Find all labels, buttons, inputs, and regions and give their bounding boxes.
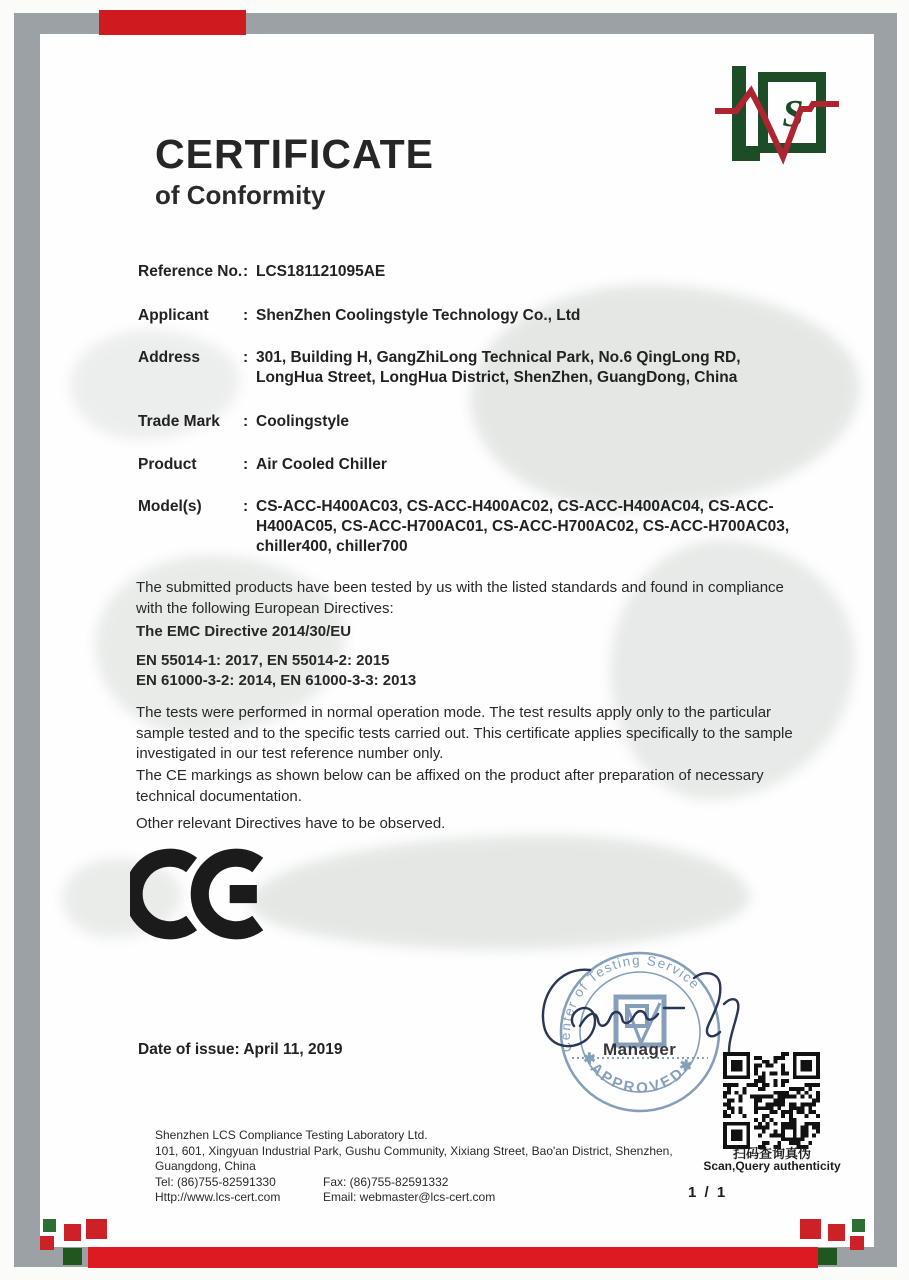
footer-line: Guangdong, China xyxy=(155,1159,256,1173)
lcs-logo-icon xyxy=(713,64,845,168)
certificate-title: CERTIFICATE xyxy=(155,131,435,177)
standards-line: EN 55014-1: 2017, EN 55014-2: 2015 xyxy=(136,652,390,669)
field-label: Reference No. xyxy=(138,263,243,280)
deco-red-square xyxy=(86,1219,107,1239)
other-note-paragraph: Other relevant Directives have to be observed. xyxy=(136,815,446,832)
emc-directive-line: The EMC Directive 2014/30/EU xyxy=(136,623,352,640)
ce-mark-icon xyxy=(130,843,275,945)
footer-web: Http://www.lcs-cert.com xyxy=(155,1190,281,1204)
deco-green-square xyxy=(818,1248,837,1265)
field-row xyxy=(138,262,798,282)
footer-line: 101, 601, Xingyuan Industrial Park, Gushu Community, Xixiang Street, Bao'an District, Shenzhen, xyxy=(155,1143,673,1158)
field-row xyxy=(138,306,798,326)
field-value: ShenZhen Coolingstyle Technology Co., Ltd xyxy=(256,307,581,324)
standards-line: EN 61000-3-2: 2014, EN 61000-3-3: 2013 xyxy=(136,672,417,689)
field-value: Air Cooled Chiller xyxy=(256,456,387,473)
field-value: CS-ACC-H400AC03, CS-ACC-H400AC02, CS-ACC-H400AC04, CS-ACC-H400AC05, CS-ACC-H700AC01, CS-ACC-H700AC02, CS-ACC-H700AC03, chiller400, chiller700 xyxy=(256,498,790,555)
svg-text:S: S xyxy=(782,93,804,135)
field-row xyxy=(138,348,798,388)
deco-red-square xyxy=(40,1236,54,1250)
field-label: Address xyxy=(138,349,201,366)
top-red-accent xyxy=(99,10,246,35)
field-label: Trade Mark xyxy=(138,413,220,430)
certificate-subtitle: of Conformity xyxy=(155,180,326,210)
ce-note-paragraph: The CE markings as shown below can be affixed on the product after preparation of necessary technical documentation. xyxy=(136,767,764,805)
field-colon: : xyxy=(243,263,249,280)
qr-caption-chinese: 扫码查询真伪 xyxy=(732,1146,811,1161)
intro-paragraph: The submitted products have been tested by us with the listed standards and found in compliance with the following European Directives: xyxy=(136,579,784,617)
footer-email: Email: webmaster@lcs-cert.com xyxy=(323,1190,496,1204)
deco-green-square xyxy=(852,1219,865,1232)
footer-fax: Fax: (86)755-82591332 xyxy=(323,1174,449,1189)
deco-red-square xyxy=(828,1224,845,1241)
deco-red-square xyxy=(850,1236,864,1250)
svg-text:✱APPROVED✱: ✱APPROVED✱ xyxy=(578,1048,699,1097)
deco-red-bar xyxy=(88,1247,818,1268)
deco-green-square xyxy=(43,1219,56,1232)
svg-text:Center of Testing Service: Center of Testing Service xyxy=(557,952,704,1054)
footer-tel: Tel: (86)755-82591330 xyxy=(155,1174,276,1189)
field-colon: : xyxy=(243,456,249,473)
field-label: Model(s) xyxy=(138,498,202,515)
qr-caption-english: Scan,Query authenticity xyxy=(703,1159,841,1173)
field-colon: : xyxy=(243,349,249,366)
manager-label: Manager xyxy=(603,1040,677,1059)
deco-red-square xyxy=(800,1219,821,1239)
field-label: Applicant xyxy=(138,307,209,324)
field-colon: : xyxy=(243,498,249,515)
field-row xyxy=(138,497,798,557)
deco-red-square xyxy=(64,1224,81,1241)
tests-note-paragraph: The tests were performed in normal operation mode. The test results apply only to the particular sample tested and to the specific tests carried out. This certificate applies specifically to the sample investigated in our test reference number only. xyxy=(136,704,793,762)
field-value: Coolingstyle xyxy=(256,413,350,430)
frame-left xyxy=(14,13,40,1267)
field-colon: : xyxy=(243,307,249,324)
footer-line: Shenzhen LCS Compliance Testing Laboratory Ltd. xyxy=(155,1128,428,1142)
date-of-issue: Date of issue: April 11, 2019 xyxy=(138,1041,343,1058)
field-row xyxy=(138,412,798,432)
field-value: LCS181121095AE xyxy=(256,263,386,280)
frame-right xyxy=(874,13,897,1267)
qr-code xyxy=(723,1052,820,1149)
page-indicator: 1 / 1 xyxy=(688,1184,728,1201)
footer-lab-info xyxy=(155,1128,715,1206)
field-label: Product xyxy=(138,456,197,473)
field-row xyxy=(138,455,798,475)
field-value: 301, Building H, GangZhiLong Technical Park, No.6 QingLong RD, LongHua Street, LongHua District, ShenZhen, GuangDong, China xyxy=(256,349,741,386)
field-colon: : xyxy=(243,413,249,430)
deco-green-square xyxy=(63,1248,82,1265)
